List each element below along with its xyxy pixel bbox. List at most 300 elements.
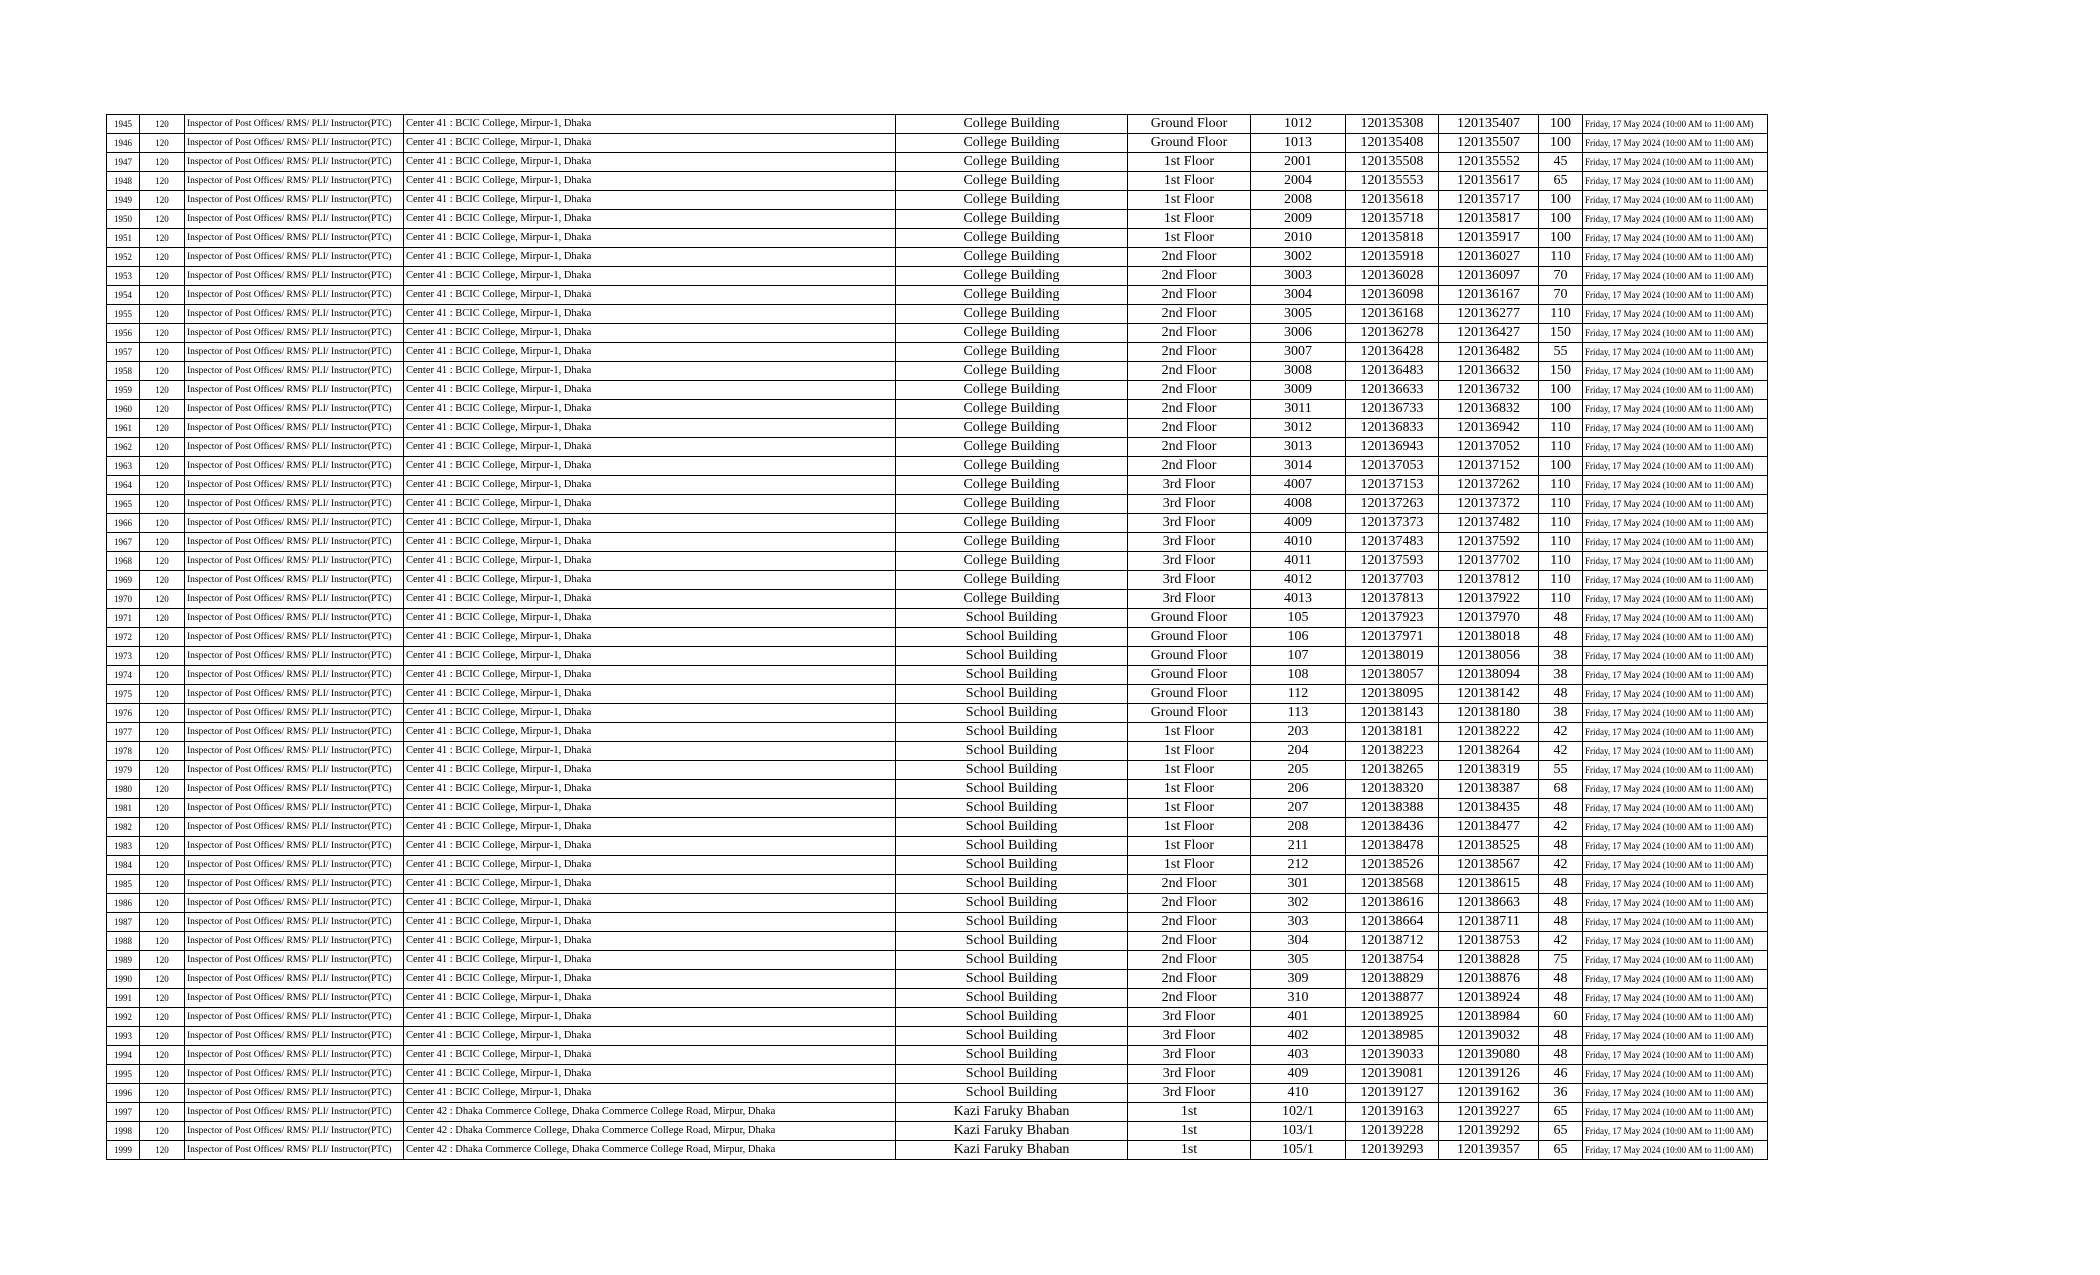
post-name-cell: Inspector of Post Offices/ RMS/ PLI/ Instructor(PTC)	[185, 172, 404, 191]
building-cell: School Building	[896, 609, 1128, 628]
exam-datetime-cell: Friday, 17 May 2024 (10:00 AM to 11:00 AM)	[1583, 666, 1768, 685]
building-cell: School Building	[896, 1084, 1128, 1103]
post-name-cell: Inspector of Post Offices/ RMS/ PLI/ Instructor(PTC)	[185, 1046, 404, 1065]
roll-from-cell: 120138616	[1346, 894, 1439, 913]
roll-to-cell: 120138567	[1439, 856, 1539, 875]
room-cell: 3006	[1251, 324, 1346, 343]
exam-datetime-cell: Friday, 17 May 2024 (10:00 AM to 11:00 AM)	[1583, 628, 1768, 647]
room-cell: 4011	[1251, 552, 1346, 571]
floor-cell: 3rd Floor	[1128, 571, 1251, 590]
building-cell: School Building	[896, 989, 1128, 1008]
roll-from-cell: 120135618	[1346, 191, 1439, 210]
center-cell: Center 41 : BCIC College, Mirpur-1, Dhaka	[404, 609, 896, 628]
post-code-cell: 120	[140, 153, 185, 172]
total-cell: 75	[1539, 951, 1583, 970]
total-cell: 65	[1539, 1122, 1583, 1141]
serial-cell: 1953	[107, 267, 140, 286]
serial-cell: 1992	[107, 1008, 140, 1027]
roll-to-cell: 120136427	[1439, 324, 1539, 343]
floor-cell: 2nd Floor	[1128, 343, 1251, 362]
post-name-cell: Inspector of Post Offices/ RMS/ PLI/ Instructor(PTC)	[185, 438, 404, 457]
room-cell: 106	[1251, 628, 1346, 647]
exam-datetime-cell: Friday, 17 May 2024 (10:00 AM to 11:00 AM)	[1583, 1027, 1768, 1046]
exam-datetime-cell: Friday, 17 May 2024 (10:00 AM to 11:00 AM)	[1583, 191, 1768, 210]
post-code-cell: 120	[140, 267, 185, 286]
roll-from-cell: 120137703	[1346, 571, 1439, 590]
building-cell: College Building	[896, 400, 1128, 419]
roll-to-cell: 120139162	[1439, 1084, 1539, 1103]
center-cell: Center 41 : BCIC College, Mirpur-1, Dhaka	[404, 267, 896, 286]
exam-datetime-cell: Friday, 17 May 2024 (10:00 AM to 11:00 AM)	[1583, 704, 1768, 723]
table-row	[107, 267, 1768, 286]
roll-from-cell: 120136833	[1346, 419, 1439, 438]
building-cell: School Building	[896, 970, 1128, 989]
building-cell: School Building	[896, 818, 1128, 837]
exam-datetime-cell: Friday, 17 May 2024 (10:00 AM to 11:00 AM)	[1583, 362, 1768, 381]
post-code-cell: 120	[140, 894, 185, 913]
building-cell: Kazi Faruky Bhaban	[896, 1122, 1128, 1141]
post-name-cell: Inspector of Post Offices/ RMS/ PLI/ Instructor(PTC)	[185, 704, 404, 723]
center-cell: Center 41 : BCIC College, Mirpur-1, Dhaka	[404, 343, 896, 362]
room-cell: 310	[1251, 989, 1346, 1008]
floor-cell: 3rd Floor	[1128, 552, 1251, 571]
floor-cell: 3rd Floor	[1128, 590, 1251, 609]
room-cell: 113	[1251, 704, 1346, 723]
room-cell: 102/1	[1251, 1103, 1346, 1122]
building-cell: Kazi Faruky Bhaban	[896, 1141, 1128, 1160]
total-cell: 42	[1539, 723, 1583, 742]
serial-cell: 1988	[107, 932, 140, 951]
post-code-cell: 120	[140, 495, 185, 514]
floor-cell: 2nd Floor	[1128, 286, 1251, 305]
serial-cell: 1989	[107, 951, 140, 970]
center-cell: Center 41 : BCIC College, Mirpur-1, Dhaka	[404, 248, 896, 267]
exam-datetime-cell: Friday, 17 May 2024 (10:00 AM to 11:00 AM)	[1583, 514, 1768, 533]
roll-from-cell: 120138526	[1346, 856, 1439, 875]
floor-cell: Ground Floor	[1128, 647, 1251, 666]
floor-cell: 2nd Floor	[1128, 400, 1251, 419]
floor-cell: 1st Floor	[1128, 172, 1251, 191]
center-cell: Center 42 : Dhaka Commerce College, Dhaka Commerce College Road, Mirpur, Dhaka	[404, 1141, 896, 1160]
floor-cell: 2nd Floor	[1128, 875, 1251, 894]
serial-cell: 1982	[107, 818, 140, 837]
floor-cell: Ground Floor	[1128, 704, 1251, 723]
building-cell: School Building	[896, 799, 1128, 818]
center-cell: Center 41 : BCIC College, Mirpur-1, Dhaka	[404, 837, 896, 856]
building-cell: School Building	[896, 913, 1128, 932]
total-cell: 48	[1539, 685, 1583, 704]
center-cell: Center 41 : BCIC College, Mirpur-1, Dhaka	[404, 647, 896, 666]
post-code-cell: 120	[140, 438, 185, 457]
table-row	[107, 362, 1768, 381]
post-name-cell: Inspector of Post Offices/ RMS/ PLI/ Instructor(PTC)	[185, 875, 404, 894]
building-cell: School Building	[896, 780, 1128, 799]
building-cell: College Building	[896, 229, 1128, 248]
roll-to-cell: 120137592	[1439, 533, 1539, 552]
floor-cell: 2nd Floor	[1128, 457, 1251, 476]
post-code-cell: 120	[140, 1084, 185, 1103]
floor-cell: 3rd Floor	[1128, 1027, 1251, 1046]
post-name-cell: Inspector of Post Offices/ RMS/ PLI/ Instructor(PTC)	[185, 381, 404, 400]
post-code-cell: 120	[140, 723, 185, 742]
table-row	[107, 970, 1768, 989]
center-cell: Center 41 : BCIC College, Mirpur-1, Dhaka	[404, 894, 896, 913]
total-cell: 42	[1539, 932, 1583, 951]
post-code-cell: 120	[140, 248, 185, 267]
post-code-cell: 120	[140, 951, 185, 970]
total-cell: 36	[1539, 1084, 1583, 1103]
room-cell: 3003	[1251, 267, 1346, 286]
post-name-cell: Inspector of Post Offices/ RMS/ PLI/ Instructor(PTC)	[185, 837, 404, 856]
exam-datetime-cell: Friday, 17 May 2024 (10:00 AM to 11:00 AM)	[1583, 989, 1768, 1008]
total-cell: 65	[1539, 1141, 1583, 1160]
center-cell: Center 41 : BCIC College, Mirpur-1, Dhaka	[404, 191, 896, 210]
serial-cell: 1963	[107, 457, 140, 476]
roll-from-cell: 120136278	[1346, 324, 1439, 343]
table-row	[107, 666, 1768, 685]
roll-to-cell: 120136632	[1439, 362, 1539, 381]
roll-from-cell: 120138057	[1346, 666, 1439, 685]
building-cell: School Building	[896, 723, 1128, 742]
table-row	[107, 1141, 1768, 1160]
building-cell: College Building	[896, 457, 1128, 476]
center-cell: Center 41 : BCIC College, Mirpur-1, Dhaka	[404, 685, 896, 704]
serial-cell: 1961	[107, 419, 140, 438]
table-row	[107, 799, 1768, 818]
center-cell: Center 41 : BCIC College, Mirpur-1, Dhaka	[404, 381, 896, 400]
roll-from-cell: 120135408	[1346, 134, 1439, 153]
roll-from-cell: 120138265	[1346, 761, 1439, 780]
serial-cell: 1948	[107, 172, 140, 191]
serial-cell: 1976	[107, 704, 140, 723]
table-row	[107, 761, 1768, 780]
total-cell: 48	[1539, 970, 1583, 989]
room-cell: 4009	[1251, 514, 1346, 533]
exam-datetime-cell: Friday, 17 May 2024 (10:00 AM to 11:00 AM)	[1583, 476, 1768, 495]
building-cell: College Building	[896, 381, 1128, 400]
building-cell: College Building	[896, 172, 1128, 191]
center-cell: Center 41 : BCIC College, Mirpur-1, Dhaka	[404, 286, 896, 305]
serial-cell: 1997	[107, 1103, 140, 1122]
post-code-cell: 120	[140, 172, 185, 191]
center-cell: Center 41 : BCIC College, Mirpur-1, Dhaka	[404, 913, 896, 932]
roll-to-cell: 120138319	[1439, 761, 1539, 780]
exam-datetime-cell: Friday, 17 May 2024 (10:00 AM to 11:00 AM)	[1583, 1084, 1768, 1103]
building-cell: School Building	[896, 647, 1128, 666]
room-cell: 203	[1251, 723, 1346, 742]
room-cell: 205	[1251, 761, 1346, 780]
post-code-cell: 120	[140, 324, 185, 343]
roll-to-cell: 120136277	[1439, 305, 1539, 324]
total-cell: 48	[1539, 609, 1583, 628]
center-cell: Center 41 : BCIC College, Mirpur-1, Dhaka	[404, 932, 896, 951]
post-name-cell: Inspector of Post Offices/ RMS/ PLI/ Instructor(PTC)	[185, 818, 404, 837]
building-cell: College Building	[896, 210, 1128, 229]
center-cell: Center 41 : BCIC College, Mirpur-1, Dhaka	[404, 742, 896, 761]
building-cell: School Building	[896, 628, 1128, 647]
total-cell: 55	[1539, 761, 1583, 780]
total-cell: 38	[1539, 704, 1583, 723]
post-name-cell: Inspector of Post Offices/ RMS/ PLI/ Instructor(PTC)	[185, 913, 404, 932]
roll-from-cell: 120135718	[1346, 210, 1439, 229]
table-row	[107, 153, 1768, 172]
center-cell: Center 42 : Dhaka Commerce College, Dhaka Commerce College Road, Mirpur, Dhaka	[404, 1103, 896, 1122]
room-cell: 2001	[1251, 153, 1346, 172]
total-cell: 42	[1539, 856, 1583, 875]
total-cell: 48	[1539, 875, 1583, 894]
serial-cell: 1964	[107, 476, 140, 495]
building-cell: School Building	[896, 1046, 1128, 1065]
total-cell: 110	[1539, 495, 1583, 514]
total-cell: 48	[1539, 1027, 1583, 1046]
total-cell: 150	[1539, 324, 1583, 343]
post-name-cell: Inspector of Post Offices/ RMS/ PLI/ Instructor(PTC)	[185, 723, 404, 742]
roll-from-cell: 120136733	[1346, 400, 1439, 419]
roll-to-cell: 120138056	[1439, 647, 1539, 666]
serial-cell: 1956	[107, 324, 140, 343]
total-cell: 110	[1539, 305, 1583, 324]
roll-from-cell: 120137483	[1346, 533, 1439, 552]
floor-cell: 1st Floor	[1128, 742, 1251, 761]
building-cell: College Building	[896, 476, 1128, 495]
post-code-cell: 120	[140, 305, 185, 324]
building-cell: School Building	[896, 856, 1128, 875]
exam-datetime-cell: Friday, 17 May 2024 (10:00 AM to 11:00 AM)	[1583, 571, 1768, 590]
building-cell: College Building	[896, 552, 1128, 571]
total-cell: 110	[1539, 476, 1583, 495]
room-cell: 401	[1251, 1008, 1346, 1027]
floor-cell: 1st	[1128, 1103, 1251, 1122]
floor-cell: 1st Floor	[1128, 210, 1251, 229]
room-cell: 4007	[1251, 476, 1346, 495]
total-cell: 110	[1539, 438, 1583, 457]
room-cell: 3005	[1251, 305, 1346, 324]
building-cell: College Building	[896, 267, 1128, 286]
roll-to-cell: 120137812	[1439, 571, 1539, 590]
serial-cell: 1980	[107, 780, 140, 799]
table-row	[107, 780, 1768, 799]
serial-cell: 1983	[107, 837, 140, 856]
table-row	[107, 1065, 1768, 1084]
post-name-cell: Inspector of Post Offices/ RMS/ PLI/ Instructor(PTC)	[185, 799, 404, 818]
center-cell: Center 41 : BCIC College, Mirpur-1, Dhaka	[404, 552, 896, 571]
exam-datetime-cell: Friday, 17 May 2024 (10:00 AM to 11:00 AM)	[1583, 229, 1768, 248]
center-cell: Center 41 : BCIC College, Mirpur-1, Dhaka	[404, 761, 896, 780]
room-cell: 2004	[1251, 172, 1346, 191]
exam-datetime-cell: Friday, 17 May 2024 (10:00 AM to 11:00 AM)	[1583, 837, 1768, 856]
roll-from-cell: 120137923	[1346, 609, 1439, 628]
room-cell: 4010	[1251, 533, 1346, 552]
exam-datetime-cell: Friday, 17 May 2024 (10:00 AM to 11:00 AM)	[1583, 172, 1768, 191]
table-row	[107, 571, 1768, 590]
floor-cell: Ground Floor	[1128, 134, 1251, 153]
floor-cell: 2nd Floor	[1128, 951, 1251, 970]
floor-cell: 3rd Floor	[1128, 1065, 1251, 1084]
serial-cell: 1957	[107, 343, 140, 362]
exam-datetime-cell: Friday, 17 May 2024 (10:00 AM to 11:00 AM)	[1583, 267, 1768, 286]
post-name-cell: Inspector of Post Offices/ RMS/ PLI/ Instructor(PTC)	[185, 210, 404, 229]
serial-cell: 1993	[107, 1027, 140, 1046]
room-cell: 301	[1251, 875, 1346, 894]
roll-from-cell: 120138436	[1346, 818, 1439, 837]
roll-from-cell: 120135818	[1346, 229, 1439, 248]
post-code-cell: 120	[140, 761, 185, 780]
total-cell: 48	[1539, 837, 1583, 856]
post-name-cell: Inspector of Post Offices/ RMS/ PLI/ Instructor(PTC)	[185, 1103, 404, 1122]
post-code-cell: 120	[140, 533, 185, 552]
exam-datetime-cell: Friday, 17 May 2024 (10:00 AM to 11:00 AM)	[1583, 1008, 1768, 1027]
exam-datetime-cell: Friday, 17 May 2024 (10:00 AM to 11:00 AM)	[1583, 210, 1768, 229]
post-code-cell: 120	[140, 799, 185, 818]
table-row	[107, 533, 1768, 552]
center-cell: Center 41 : BCIC College, Mirpur-1, Dhaka	[404, 1008, 896, 1027]
exam-datetime-cell: Friday, 17 May 2024 (10:00 AM to 11:00 AM)	[1583, 932, 1768, 951]
post-name-cell: Inspector of Post Offices/ RMS/ PLI/ Instructor(PTC)	[185, 248, 404, 267]
floor-cell: 1st Floor	[1128, 723, 1251, 742]
center-cell: Center 41 : BCIC College, Mirpur-1, Dhaka	[404, 419, 896, 438]
post-name-cell: Inspector of Post Offices/ RMS/ PLI/ Instructor(PTC)	[185, 856, 404, 875]
exam-datetime-cell: Friday, 17 May 2024 (10:00 AM to 11:00 AM)	[1583, 1122, 1768, 1141]
center-cell: Center 41 : BCIC College, Mirpur-1, Dhaka	[404, 1027, 896, 1046]
center-cell: Center 41 : BCIC College, Mirpur-1, Dhaka	[404, 305, 896, 324]
roll-to-cell: 120135917	[1439, 229, 1539, 248]
roll-to-cell: 120139032	[1439, 1027, 1539, 1046]
floor-cell: 2nd Floor	[1128, 989, 1251, 1008]
roll-to-cell: 120138711	[1439, 913, 1539, 932]
room-cell: 3007	[1251, 343, 1346, 362]
post-code-cell: 120	[140, 1103, 185, 1122]
floor-cell: 2nd Floor	[1128, 913, 1251, 932]
serial-cell: 1966	[107, 514, 140, 533]
floor-cell: 3rd Floor	[1128, 476, 1251, 495]
roll-from-cell: 120138181	[1346, 723, 1439, 742]
post-code-cell: 120	[140, 552, 185, 571]
post-code-cell: 120	[140, 856, 185, 875]
serial-cell: 1979	[107, 761, 140, 780]
center-cell: Center 41 : BCIC College, Mirpur-1, Dhaka	[404, 571, 896, 590]
table-row	[107, 381, 1768, 400]
roll-to-cell: 120138180	[1439, 704, 1539, 723]
post-name-cell: Inspector of Post Offices/ RMS/ PLI/ Instructor(PTC)	[185, 324, 404, 343]
building-cell: College Building	[896, 533, 1128, 552]
roll-from-cell: 120136098	[1346, 286, 1439, 305]
serial-cell: 1996	[107, 1084, 140, 1103]
building-cell: College Building	[896, 324, 1128, 343]
room-cell: 303	[1251, 913, 1346, 932]
roll-to-cell: 120138435	[1439, 799, 1539, 818]
floor-cell: 2nd Floor	[1128, 305, 1251, 324]
roll-to-cell: 120137922	[1439, 590, 1539, 609]
roll-from-cell: 120138095	[1346, 685, 1439, 704]
floor-cell: 3rd Floor	[1128, 1008, 1251, 1027]
total-cell: 100	[1539, 381, 1583, 400]
floor-cell: 3rd Floor	[1128, 533, 1251, 552]
building-cell: School Building	[896, 837, 1128, 856]
serial-cell: 1958	[107, 362, 140, 381]
room-cell: 305	[1251, 951, 1346, 970]
roll-to-cell: 120138876	[1439, 970, 1539, 989]
roll-to-cell: 120138828	[1439, 951, 1539, 970]
serial-cell: 1987	[107, 913, 140, 932]
center-cell: Center 41 : BCIC College, Mirpur-1, Dhaka	[404, 989, 896, 1008]
post-name-cell: Inspector of Post Offices/ RMS/ PLI/ Instructor(PTC)	[185, 1065, 404, 1084]
roll-to-cell: 120139080	[1439, 1046, 1539, 1065]
room-cell: 3012	[1251, 419, 1346, 438]
exam-datetime-cell: Friday, 17 May 2024 (10:00 AM to 11:00 AM)	[1583, 647, 1768, 666]
serial-cell: 1962	[107, 438, 140, 457]
roll-to-cell: 120139227	[1439, 1103, 1539, 1122]
floor-cell: 2nd Floor	[1128, 970, 1251, 989]
total-cell: 60	[1539, 1008, 1583, 1027]
post-name-cell: Inspector of Post Offices/ RMS/ PLI/ Instructor(PTC)	[185, 609, 404, 628]
total-cell: 110	[1539, 590, 1583, 609]
post-name-cell: Inspector of Post Offices/ RMS/ PLI/ Instructor(PTC)	[185, 1084, 404, 1103]
serial-cell: 1949	[107, 191, 140, 210]
post-name-cell: Inspector of Post Offices/ RMS/ PLI/ Instructor(PTC)	[185, 229, 404, 248]
floor-cell: 1st Floor	[1128, 799, 1251, 818]
building-cell: Kazi Faruky Bhaban	[896, 1103, 1128, 1122]
roll-to-cell: 120138142	[1439, 685, 1539, 704]
serial-cell: 1990	[107, 970, 140, 989]
post-code-cell: 120	[140, 1027, 185, 1046]
post-code-cell: 120	[140, 609, 185, 628]
center-cell: Center 41 : BCIC College, Mirpur-1, Dhaka	[404, 400, 896, 419]
exam-datetime-cell: Friday, 17 May 2024 (10:00 AM to 11:00 AM)	[1583, 913, 1768, 932]
roll-from-cell: 120139127	[1346, 1084, 1439, 1103]
roll-to-cell: 120139292	[1439, 1122, 1539, 1141]
serial-cell: 1986	[107, 894, 140, 913]
seat-plan-body	[107, 115, 1768, 1160]
post-name-cell: Inspector of Post Offices/ RMS/ PLI/ Instructor(PTC)	[185, 476, 404, 495]
exam-datetime-cell: Friday, 17 May 2024 (10:00 AM to 11:00 AM)	[1583, 533, 1768, 552]
exam-datetime-cell: Friday, 17 May 2024 (10:00 AM to 11:00 AM)	[1583, 134, 1768, 153]
table-row	[107, 894, 1768, 913]
roll-to-cell: 120138615	[1439, 875, 1539, 894]
post-code-cell: 120	[140, 210, 185, 229]
roll-from-cell: 120137593	[1346, 552, 1439, 571]
serial-cell: 1952	[107, 248, 140, 267]
building-cell: School Building	[896, 761, 1128, 780]
total-cell: 150	[1539, 362, 1583, 381]
roll-from-cell: 120138877	[1346, 989, 1439, 1008]
room-cell: 4013	[1251, 590, 1346, 609]
table-row	[107, 913, 1768, 932]
roll-to-cell: 120135817	[1439, 210, 1539, 229]
roll-from-cell: 120137053	[1346, 457, 1439, 476]
roll-from-cell: 120139081	[1346, 1065, 1439, 1084]
roll-from-cell: 120135508	[1346, 153, 1439, 172]
center-cell: Center 41 : BCIC College, Mirpur-1, Dhaka	[404, 875, 896, 894]
table-row	[107, 742, 1768, 761]
floor-cell: Ground Floor	[1128, 609, 1251, 628]
room-cell: 105/1	[1251, 1141, 1346, 1160]
roll-from-cell: 120136168	[1346, 305, 1439, 324]
roll-to-cell: 120137052	[1439, 438, 1539, 457]
post-name-cell: Inspector of Post Offices/ RMS/ PLI/ Instructor(PTC)	[185, 286, 404, 305]
room-cell: 309	[1251, 970, 1346, 989]
exam-datetime-cell: Friday, 17 May 2024 (10:00 AM to 11:00 AM)	[1583, 115, 1768, 134]
center-cell: Center 41 : BCIC College, Mirpur-1, Dhaka	[404, 856, 896, 875]
building-cell: School Building	[896, 1027, 1128, 1046]
center-cell: Center 41 : BCIC College, Mirpur-1, Dhaka	[404, 514, 896, 533]
post-code-cell: 120	[140, 191, 185, 210]
post-name-cell: Inspector of Post Offices/ RMS/ PLI/ Instructor(PTC)	[185, 970, 404, 989]
floor-cell: 2nd Floor	[1128, 248, 1251, 267]
roll-to-cell: 120138753	[1439, 932, 1539, 951]
table-row	[107, 837, 1768, 856]
total-cell: 46	[1539, 1065, 1583, 1084]
post-name-cell: Inspector of Post Offices/ RMS/ PLI/ Instructor(PTC)	[185, 552, 404, 571]
